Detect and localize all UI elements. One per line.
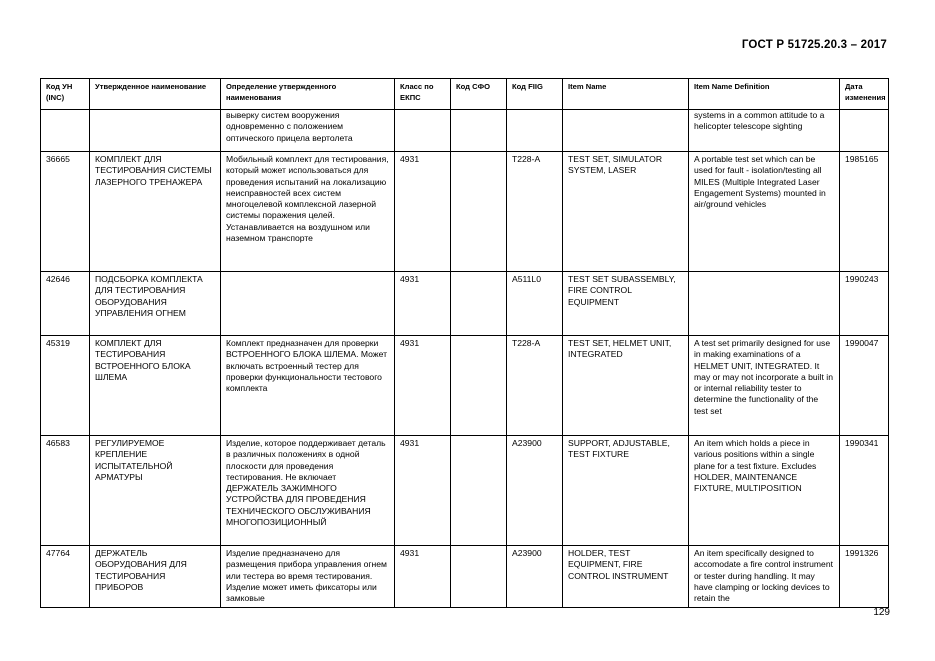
page-number: 129: [873, 607, 890, 618]
cell-sfo: [451, 152, 507, 272]
catalog-table: [40, 78, 889, 608]
cell-fiig: T228-A: [507, 336, 563, 436]
col-header-fiig: Код FIIG: [507, 79, 563, 110]
cell-inc: [41, 110, 90, 152]
col-header-date: Дата изменения: [840, 79, 889, 110]
col-header-name-ru: Утвержденное наименование: [90, 79, 221, 110]
cell-date: 1990243: [840, 272, 889, 336]
cell-definition-ru: Мобильный комплект для тестирования, который может использоваться для проведения испытаний на локализацию неисправностей всех систем многоцелевой комплексной лазерной системы поражения целей. Устанавливается на воздушном или наземном транспорте: [221, 152, 395, 272]
cell-item-def: A test set primarily designed for use in making examinations of a HELMET UNIT, INTEGRATED. It may or may not incorporate a built in or internal reliability tester to determine the functionality of the test set: [689, 336, 840, 436]
col-header-inc: Код УН (INC): [41, 79, 90, 110]
cell-inc: 46583: [41, 436, 90, 546]
table-header-row: [41, 79, 889, 110]
cell-item-def: systems in a common attitude to a helicopter telescope sighting: [689, 110, 840, 152]
cell-name-ru: [90, 110, 221, 152]
cell-ekps: 4931: [395, 336, 451, 436]
cell-fiig: A511L0: [507, 272, 563, 336]
cell-date: 1990341: [840, 436, 889, 546]
cell-date: 1991326: [840, 546, 889, 608]
cell-item-name: HOLDER, TEST EQUIPMENT, FIRE CONTROL INSTRUMENT: [563, 546, 689, 608]
cell-fiig: T228-A: [507, 152, 563, 272]
cell-item-def: An item which holds a piece in various positions within a single plane for a test fixture. Excludes HOLDER, MAINTENANCE FIXTURE, MULTIPOSITION: [689, 436, 840, 546]
cell-sfo: [451, 546, 507, 608]
document-id: ГОСТ Р 51725.20.3 – 2017: [741, 39, 887, 51]
cell-date: 1985165: [840, 152, 889, 272]
cell-item-def: An item specifically designed to accomodate a fire control instrument or tester during handling. It may have clamping or locking devices to retain the: [689, 546, 840, 608]
table-row-continuation: [41, 110, 889, 152]
cell-sfo: [451, 336, 507, 436]
cell-fiig: A23900: [507, 436, 563, 546]
table-row: [41, 152, 889, 272]
cell-definition-ru: выверку систем вооружения одновременно с положением оптического прицела вертолета: [221, 110, 395, 152]
cell-fiig: [507, 110, 563, 152]
table-row: [41, 272, 889, 336]
cell-sfo: [451, 436, 507, 546]
cell-name-ru: ДЕРЖАТЕЛЬ ОБОРУДОВАНИЯ ДЛЯ ТЕСТИРОВАНИЯ ПРИБОРОВ: [90, 546, 221, 608]
cell-date: [840, 110, 889, 152]
cell-inc: 42646: [41, 272, 90, 336]
cell-definition-ru: Изделие предназначено для размещения прибора управления огнем или тестера во время тестирования. Изделие может иметь фиксаторы или замковые: [221, 546, 395, 608]
cell-item-def: [689, 272, 840, 336]
cell-name-ru: ПОДСБОРКА КОМПЛЕКТА ДЛЯ ТЕСТИРОВАНИЯ ОБОРУДОВАНИЯ УПРАВЛЕНИЯ ОГНЕМ: [90, 272, 221, 336]
cell-definition-ru: [221, 272, 395, 336]
cell-definition-ru: Комплект предназначен для проверки ВСТРОЕННОГО БЛОКА ШЛЕМА. Может включать встроенный тестер для проверки функциональности тестового комплекта: [221, 336, 395, 436]
col-header-item-name: Item Name: [563, 79, 689, 110]
cell-ekps: 4931: [395, 152, 451, 272]
col-header-definition-ru: Определение утвержденного наименования: [221, 79, 395, 110]
cell-item-name: TEST SET, SIMULATOR SYSTEM, LASER: [563, 152, 689, 272]
cell-sfo: [451, 110, 507, 152]
cell-definition-ru: Изделие, которое поддерживает деталь в различных положениях в одной плоскости для проведения тестирования. Не включает ДЕРЖАТЕЛЬ ЗАЖИМНОГО УСТРОЙСТВА ДЛЯ ПРОВЕДЕНИЯ ТЕХНИЧЕСКОГО ОБСЛУЖИВАНИЯ МНОГОПОЗИЦИОННЫЙ: [221, 436, 395, 546]
cell-item-name: TEST SET SUBASSEMBLY, FIRE CONTROL EQUIPMENT: [563, 272, 689, 336]
table-row: [41, 546, 889, 608]
cell-item-name: [563, 110, 689, 152]
cell-inc: 47764: [41, 546, 90, 608]
cell-ekps: [395, 110, 451, 152]
cell-date: 1990047: [840, 336, 889, 436]
col-header-item-def: Item Name Definition: [689, 79, 840, 110]
cell-fiig: A23900: [507, 546, 563, 608]
cell-ekps: 4931: [395, 272, 451, 336]
cell-name-ru: КОМПЛЕКТ ДЛЯ ТЕСТИРОВАНИЯ ВСТРОЕННОГО БЛОКА ШЛЕМА: [90, 336, 221, 436]
cell-ekps: 4931: [395, 546, 451, 608]
cell-name-ru: РЕГУЛИРУЕМОЕ КРЕПЛЕНИЕ ИСПЫТАТЕЛЬНОЙ АРМАТУРЫ: [90, 436, 221, 546]
table-row: [41, 336, 889, 436]
cell-item-def: A portable test set which can be used for fault - isolation/testing all MILES (Multiple Integrated Laser Engagement Systems) mounted in air/ground vehicles: [689, 152, 840, 272]
col-header-sfo: Код СФО: [451, 79, 507, 110]
cell-name-ru: КОМПЛЕКТ ДЛЯ ТЕСТИРОВАНИЯ СИСТЕМЫ ЛАЗЕРНОГО ТРЕНАЖЕРА: [90, 152, 221, 272]
cell-sfo: [451, 272, 507, 336]
cell-ekps: 4931: [395, 436, 451, 546]
cell-item-name: TEST SET, HELMET UNIT, INTEGRATED: [563, 336, 689, 436]
cell-item-name: SUPPORT, ADJUSTABLE, TEST FIXTURE: [563, 436, 689, 546]
cell-inc: 36665: [41, 152, 90, 272]
col-header-ekps: Класс по ЕКПС: [395, 79, 451, 110]
cell-inc: 45319: [41, 336, 90, 436]
table-row: [41, 436, 889, 546]
